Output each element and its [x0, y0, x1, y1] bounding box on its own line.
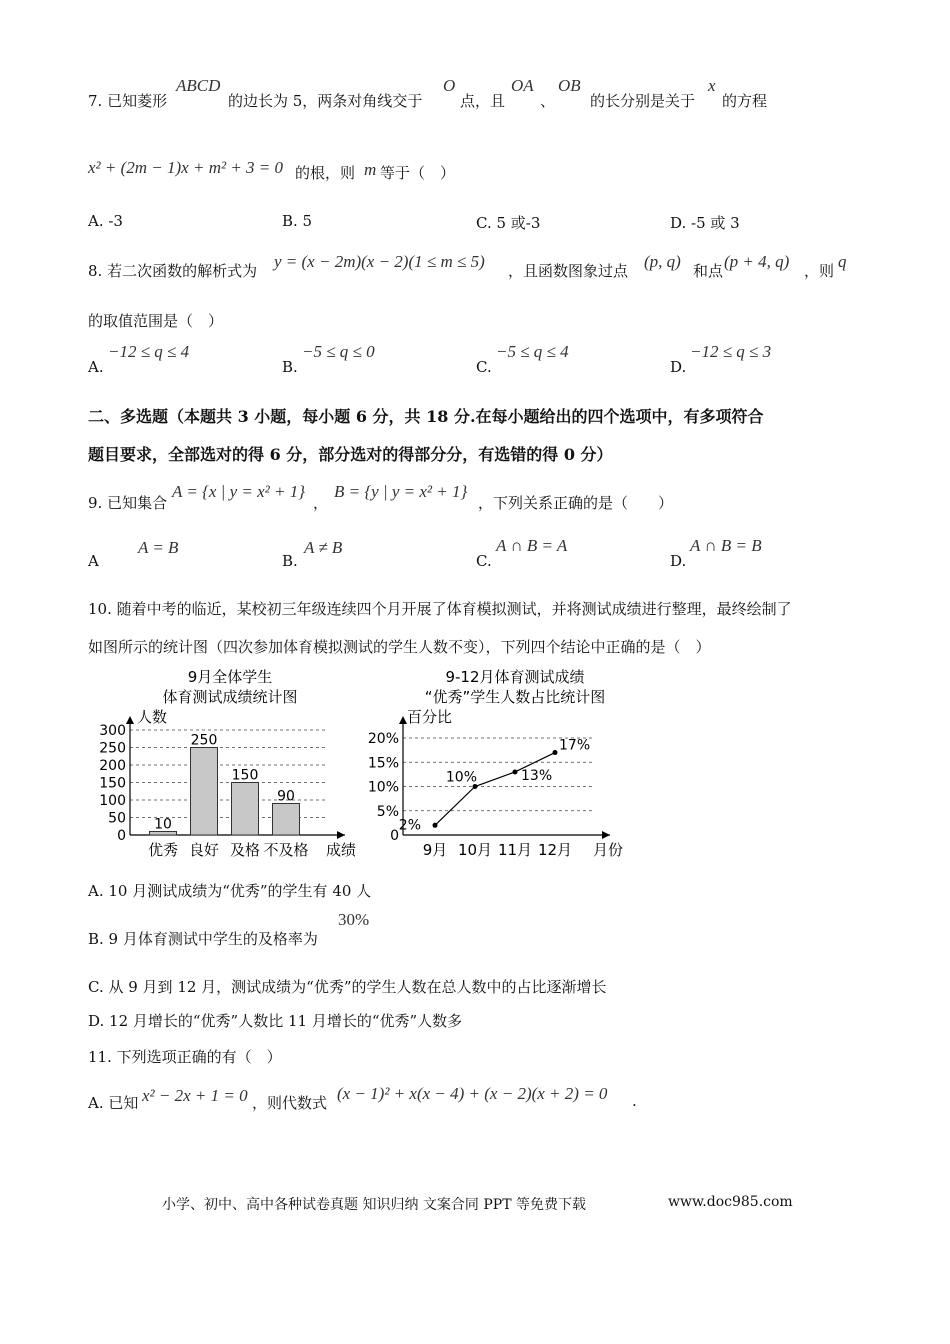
q10-option-a: A. 10 月测试成绩为“优秀”的学生有 40 人: [88, 882, 372, 900]
q8-text-2: 和点: [693, 262, 724, 280]
bar-chart-yaxis-arrow: [126, 716, 134, 724]
q7-prefix: 7. 已知菱形: [88, 92, 168, 110]
bar-chart-ytick: 200: [99, 758, 126, 774]
q9-set-a: A = {x | y = x² + 1}: [172, 482, 305, 501]
q10-option-d: D. 12 月增长的“优秀”人数比 11 月增长的“优秀”人数多: [88, 1012, 463, 1030]
q9-option-d-letter: D.: [670, 552, 687, 570]
line-chart-ytick: 15%: [367, 755, 399, 772]
q8-option-b: −5 ≤ q ≤ 0: [302, 342, 375, 361]
q8-function: y = (x − 2m)(x − 2)(1 ≤ m ≤ 5): [274, 252, 485, 271]
q10-option-c: C. 从 9 月到 12 月，测试成绩为“优秀”的学生人数在总人数中的占比逐渐增长: [88, 978, 607, 996]
bar-chart-ytick: 50: [108, 810, 126, 827]
line-chart-category-label: 12月: [537, 841, 573, 859]
line-chart-yaxis-arrow: [399, 716, 407, 724]
q11-option-a-prefix: A. 已知: [88, 1094, 139, 1112]
bar-chart-category-label: 优秀: [147, 841, 179, 859]
bar-chart-category-label: 及格: [229, 841, 261, 859]
q7-text-1: 的边长为 5，两条对角线交于: [228, 92, 423, 110]
line-chart-subtitle: “优秀”学生人数占比统计图: [424, 688, 606, 706]
q8-option-c: −5 ≤ q ≤ 4: [496, 342, 569, 361]
line-chart-ytick: 0: [390, 828, 399, 844]
line-chart-ylabel: 百分比: [407, 708, 453, 726]
q9-comma: ，: [313, 494, 329, 512]
q11-prefix: 11. 下列选项正确的有（ ）: [88, 1048, 282, 1066]
q9-prefix: 9. 已知集合: [88, 494, 168, 512]
line-chart-point-label: 10%: [445, 769, 477, 786]
bar-chart-xlabel: 成绩: [325, 841, 357, 859]
bar-chart-ytick: 100: [99, 793, 126, 809]
footer-url: www.doc985.com: [668, 1194, 793, 1210]
q7-var-x: x: [708, 76, 716, 95]
section-2-line-1: 二、多选题（本题共 3 小题，每小题 6 分，共 18 分.在每小题给出的四个选项中，有多项符合: [88, 407, 764, 426]
line-chart-point-label: 13%: [521, 767, 553, 784]
bar-chart: [95, 660, 365, 865]
q7-option-a: A. -3: [88, 212, 123, 230]
q8-option-b-letter: B.: [282, 358, 298, 376]
bar-chart-ytick: 0: [117, 828, 126, 844]
q7-var-m: m: [364, 160, 377, 179]
q7-ob: OB: [558, 76, 581, 95]
q10-line-2: 如图所示的统计图（四次参加体育模拟测试的学生人数不变），下列四个结论中正确的是（ ）: [88, 638, 711, 656]
line-chart-category-label: 9月: [422, 841, 448, 859]
q11-option-a-expression: (x − 1)² + x(x − 4) + (x − 2)(x + 2) = 0: [337, 1084, 608, 1103]
q8-text-1: ，且函数图象过点: [508, 262, 629, 280]
q7-equation: x² + (2m − 1)x + m² + 3 = 0: [88, 158, 284, 177]
q10-option-b-value: 30%: [338, 910, 370, 929]
q9-option-c-letter: C.: [476, 552, 492, 570]
q8-option-c-letter: C.: [476, 358, 492, 376]
bar-chart-bar: [191, 748, 218, 836]
line-chart-point: [553, 750, 558, 755]
bar-chart-ylabel: 人数: [137, 708, 168, 726]
q7-text-4: 的方程: [722, 92, 768, 110]
bar-chart-ytick: 150: [99, 775, 126, 792]
bar-chart-data-label: 90: [277, 788, 295, 805]
line-chart-point: [433, 823, 438, 828]
line-chart-xaxis-arrow: [602, 831, 610, 839]
q8-option-a-letter: A.: [88, 358, 104, 376]
bar-chart-category-label: 良好: [188, 841, 220, 859]
line-chart-ytick: 10%: [367, 779, 399, 796]
line-chart-title: 9-12月体育测试成绩: [445, 668, 585, 686]
line-chart-category-label: 11月: [497, 841, 533, 859]
q7-option-b: B. 5: [282, 212, 313, 230]
line-chart-point: [513, 769, 518, 774]
bar-chart-subtitle: 体育测试成绩统计图: [162, 688, 298, 706]
q9-option-a-letter: A: [88, 552, 99, 570]
q8-point-1: (p, q): [644, 252, 681, 271]
bar-chart-bar: [232, 783, 259, 836]
line-chart-ytick: 20%: [367, 731, 399, 747]
line-chart-point-label: 17%: [559, 737, 591, 754]
line-chart-ytick: 5%: [376, 803, 399, 820]
q8-var-q: q: [838, 252, 847, 271]
q7-sep: 、: [540, 92, 556, 110]
line-chart: [365, 660, 635, 865]
q7-point-o: O: [443, 76, 456, 95]
q9-option-c: A ∩ B = A: [496, 536, 568, 555]
bar-chart-category-label: 不及格: [263, 841, 309, 859]
line-chart-point-label: 2%: [398, 817, 421, 834]
q7-oa: OA: [511, 76, 534, 95]
q10-option-b: B. 9 月体育测试中学生的及格率为: [88, 930, 318, 948]
q9-option-b-letter: B.: [282, 552, 298, 570]
q7-text-6: 等于（ ）: [380, 164, 456, 182]
bar-chart-title: 9月全体学生: [187, 668, 273, 686]
bar-chart-data-label: 150: [231, 767, 259, 784]
q11-option-a-end: .: [632, 1092, 637, 1110]
bar-chart-ytick: 300: [99, 723, 126, 739]
q7-text-2: 点，且: [460, 92, 506, 110]
bar-chart-data-label: 250: [190, 732, 218, 749]
bar-chart-bar: [273, 804, 300, 836]
line-chart-xlabel: 月份: [592, 841, 624, 859]
q8-point-2: (p + 4, q): [724, 252, 790, 271]
line-chart-series-line: [435, 753, 555, 826]
q7-rhombus: ABCD: [176, 76, 221, 95]
q11-option-a-mid: ，则代数式: [252, 1094, 328, 1112]
q9-option-a: A = B: [138, 538, 179, 557]
q8-option-d: −12 ≤ q ≤ 3: [690, 342, 772, 361]
q8-line-2: 的取值范围是（ ）: [88, 312, 224, 330]
q9-set-b: B = {y | y = x² + 1}: [334, 482, 468, 501]
q7-option-d: D. -5 或 3: [670, 214, 740, 232]
bar-chart-data-label: 10: [154, 816, 172, 833]
q8-text-3: ，则: [804, 262, 835, 280]
q8-option-d-letter: D.: [670, 358, 687, 376]
q10-line-1: 10. 随着中考的临近，某校初三年级连续四个月开展了体育模拟测试，并将测试成绩进行整理，最终绘制了: [88, 600, 792, 618]
q8-option-a: −12 ≤ q ≤ 4: [108, 342, 190, 361]
footer-left-text: 小学、初中、高中各种试卷真题 知识归纳 文案合同 PPT 等免费下载: [162, 1197, 586, 1213]
q9-option-d: A ∩ B = B: [690, 536, 762, 555]
q7-option-c: C. 5 或-3: [476, 214, 541, 232]
bar-chart-ytick: 250: [99, 740, 126, 757]
bar-chart-xaxis-arrow: [337, 831, 345, 839]
line-chart-category-label: 10月: [457, 841, 493, 859]
q9-text-1: ，下列关系正确的是（ ）: [478, 494, 674, 512]
section-2-line-2: 题目要求，全部选对的得 6 分，部分选对的得部分分，有选错的得 0 分）: [88, 445, 613, 464]
q8-prefix: 8. 若二次函数的解析式为: [88, 262, 258, 280]
q9-option-b: A ≠ B: [304, 538, 343, 557]
q7-text-5: 的根，则: [295, 164, 356, 182]
q7-text-3: 的长分别是关于: [590, 92, 696, 110]
q11-option-a-condition: x² − 2x + 1 = 0: [142, 1086, 248, 1105]
